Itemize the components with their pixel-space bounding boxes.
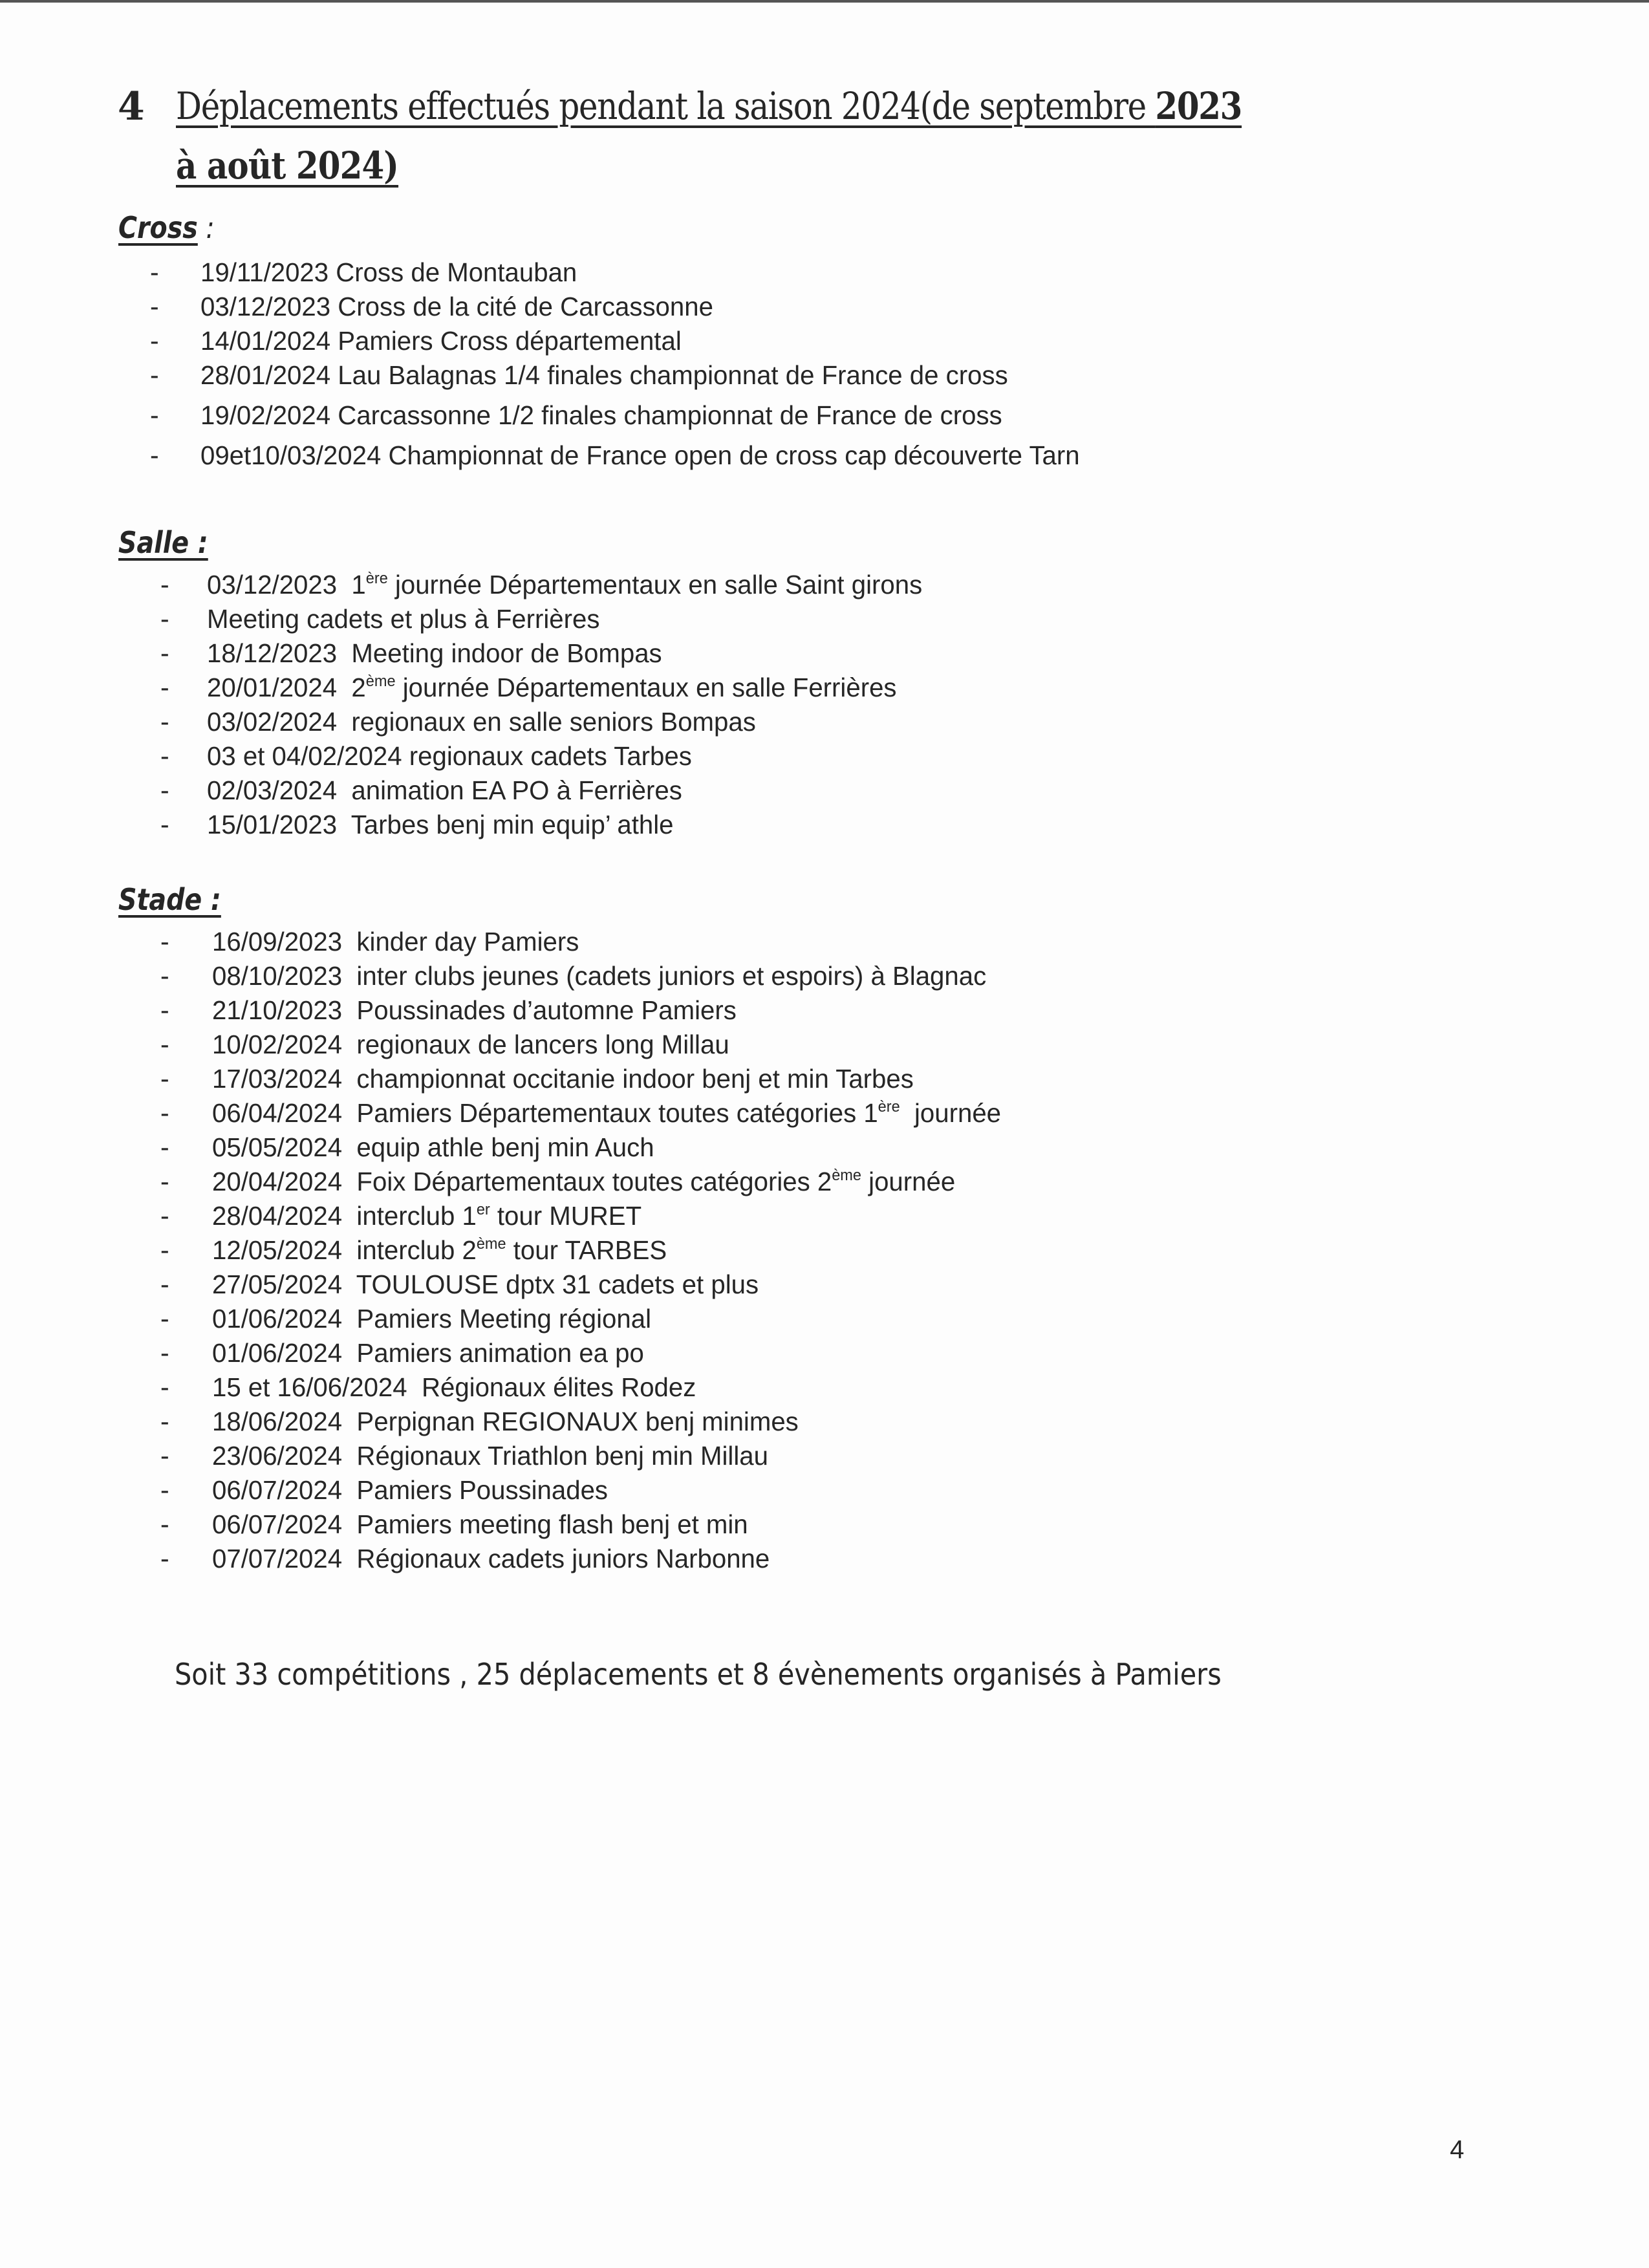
list-item-text	[207, 705, 756, 739]
list-item-text	[200, 398, 1002, 433]
item-text: journée Départementaux en salle Saint girons	[387, 570, 923, 599]
item-text: 10/02/2024 regionaux de lancers long Millau	[212, 1030, 729, 1059]
list-item-text	[212, 1096, 1001, 1130]
list-item-text	[207, 739, 692, 773]
item-text: 05/05/2024 equip athle benj min Auch	[212, 1132, 654, 1162]
bullet-dash: -	[160, 810, 169, 839]
bullet-dash: -	[160, 1030, 169, 1059]
list-item-text	[212, 1370, 696, 1405]
item-text: 19/11/2023 Cross de Montauban	[200, 257, 577, 287]
item-text: 18/12/2023 Meeting indoor de Bompas	[207, 638, 662, 668]
list-item-text	[207, 636, 662, 671]
item-text: 06/04/2024 Pamiers Départementaux toutes catégories 1	[212, 1098, 878, 1128]
scan-edge	[0, 0, 1649, 3]
item-text: tour MURET	[490, 1201, 642, 1231]
item-text: 28/01/2024 Lau Balagnas 1/4 finales championnat de France de cross	[200, 360, 1008, 390]
list-item-text	[212, 1302, 651, 1336]
list-item-text	[200, 324, 682, 358]
bullet-dash: -	[160, 1407, 169, 1436]
bullet-dash: -	[150, 257, 159, 287]
item-text: 03/02/2024 regionaux en salle seniors Bompas	[207, 707, 756, 737]
ordinal-superscript: ème	[832, 1167, 861, 1184]
list-item-text	[212, 1542, 770, 1576]
bullet-dash: -	[160, 1475, 169, 1505]
salle-heading	[118, 525, 208, 560]
bullet-dash: -	[150, 360, 159, 390]
item-text: 03 et 04/02/2024 regionaux cadets Tarbes	[207, 741, 692, 771]
bullet-dash: -	[150, 440, 159, 470]
bullet-dash: -	[160, 1235, 169, 1265]
item-text: 01/06/2024 Pamiers animation ea po	[212, 1338, 644, 1368]
item-text: 27/05/2024 TOULOUSE dptx 31 cadets et plus	[212, 1269, 759, 1299]
page-number: 4	[1450, 2135, 1465, 2164]
ordinal-superscript: ème	[365, 673, 396, 690]
item-text: 20/01/2024 2	[207, 673, 366, 702]
cross-heading-label: Cross	[118, 210, 198, 245]
cross-heading-colon: :	[197, 210, 215, 245]
list-item-text	[212, 1405, 799, 1439]
item-text: 19/02/2024 Carcassonne 1/2 finales championnat de France de cross	[200, 400, 1002, 430]
bullet-dash: -	[160, 1132, 169, 1162]
bullet-dash: -	[160, 1167, 169, 1196]
cross-heading	[118, 210, 215, 245]
item-text: 03/12/2023 1	[207, 570, 366, 599]
item-text: 16/09/2023 kinder day Pamiers	[212, 927, 579, 956]
bullet-dash: -	[160, 604, 169, 634]
bullet-dash: -	[150, 326, 159, 356]
bullet-dash: -	[160, 1269, 169, 1299]
ordinal-superscript: er	[476, 1201, 490, 1218]
ordinal-superscript: ème	[476, 1235, 506, 1253]
bullet-dash: -	[160, 961, 169, 991]
section-title-line2: à août 2024)	[176, 144, 399, 188]
item-text: Meeting cadets et plus à Ferrières	[207, 604, 600, 634]
list-item-text	[212, 1130, 654, 1165]
bullet-dash: -	[160, 995, 169, 1025]
item-text: 21/10/2023 Poussinades d’automne Pamiers	[212, 995, 737, 1025]
list-item-text	[212, 1233, 667, 1268]
item-text: journée	[861, 1167, 956, 1196]
stade-heading	[118, 882, 221, 917]
list-item-text	[212, 1062, 914, 1096]
salle-heading-label: Salle :	[118, 525, 208, 560]
bullet-dash: -	[160, 1544, 169, 1573]
bullet-dash: -	[160, 1338, 169, 1368]
list-item-text	[200, 255, 577, 290]
list-item-text	[200, 438, 1080, 473]
item-text: 23/06/2024 Régionaux Triathlon benj min Millau	[212, 1441, 768, 1471]
section-number: 4	[118, 84, 145, 129]
summary-text: Soit 33 compétitions , 25 déplacements et 8 évènements organisés à Pamiers	[175, 1657, 1222, 1692]
item-text: 09et10/03/2024 Championnat de France open de cross cap découverte Tarn	[200, 440, 1080, 470]
bullet-dash: -	[160, 570, 169, 599]
bullet-dash: -	[160, 638, 169, 668]
item-text: 15/01/2023 Tarbes benj min equip’ athle	[207, 810, 674, 839]
list-item-text	[207, 671, 897, 705]
item-text: 28/04/2024 interclub 1	[212, 1201, 477, 1231]
bullet-dash: -	[160, 1441, 169, 1471]
bullet-dash: -	[160, 673, 169, 702]
item-text: 17/03/2024 championnat occitanie indoor benj et min Tarbes	[212, 1064, 914, 1094]
list-item-text	[212, 1439, 768, 1473]
list-item-text	[212, 993, 737, 1028]
list-item-text	[212, 1336, 644, 1370]
item-text: 06/07/2024 Pamiers Poussinades	[212, 1475, 609, 1505]
item-text: 01/06/2024 Pamiers Meeting régional	[212, 1304, 652, 1334]
list-item-text	[212, 1507, 748, 1542]
list-item-text	[207, 773, 682, 808]
list-item-text	[200, 290, 713, 324]
list-item-text	[207, 568, 922, 602]
section-title-line1	[176, 84, 1242, 128]
item-text: 06/07/2024 Pamiers meeting flash benj et min	[212, 1509, 748, 1539]
ordinal-superscript: ère	[365, 570, 388, 587]
item-text: journée Départementaux en salle Ferrières	[395, 673, 897, 702]
bullet-dash: -	[160, 1064, 169, 1094]
list-item-text	[200, 358, 1008, 393]
bullet-dash: -	[150, 292, 159, 321]
item-text: journée	[900, 1098, 1002, 1128]
bullet-dash: -	[160, 1372, 169, 1402]
item-text: 14/01/2024 Pamiers Cross départemental	[200, 326, 682, 356]
stade-heading-label: Stade :	[118, 882, 221, 917]
list-item-text	[212, 1199, 641, 1233]
bullet-dash: -	[150, 400, 159, 430]
item-text: tour TARBES	[506, 1235, 667, 1265]
bullet-dash: -	[160, 1098, 169, 1128]
list-item-text	[212, 925, 579, 959]
list-item-text	[212, 1473, 608, 1507]
list-item-text	[212, 1165, 955, 1199]
bullet-dash: -	[160, 1509, 169, 1539]
bullet-dash: -	[160, 1304, 169, 1334]
section-title-text: Déplacements effectués pendant la saison 2024(de septembre	[176, 84, 1156, 128]
item-text: 08/10/2023 inter clubs jeunes (cadets juniors et espoirs) à Blagnac	[212, 961, 987, 991]
item-text: 15 et 16/06/2024 Régionaux élites Rodez	[212, 1372, 696, 1402]
list-item-text	[212, 1268, 759, 1302]
bullet-dash: -	[160, 775, 169, 805]
bullet-dash: -	[160, 707, 169, 737]
item-text: 12/05/2024 interclub 2	[212, 1235, 477, 1265]
bullet-dash: -	[160, 927, 169, 956]
item-text: 07/07/2024 Régionaux cadets juniors Narbonne	[212, 1544, 770, 1573]
ordinal-superscript: ère	[878, 1098, 900, 1116]
item-text: 02/03/2024 animation EA PO à Ferrières	[207, 775, 682, 805]
list-item-text	[212, 1028, 729, 1062]
item-text: 18/06/2024 Perpignan REGIONAUX benj minimes	[212, 1407, 799, 1436]
bullet-dash: -	[160, 1201, 169, 1231]
list-item-text	[207, 808, 674, 842]
bullet-dash: -	[160, 741, 169, 771]
section-title-year: 2023	[1155, 84, 1242, 128]
list-item-text	[212, 959, 986, 993]
item-text: 20/04/2024 Foix Départementaux toutes catégories 2	[212, 1167, 832, 1196]
item-text: 03/12/2023 Cross de la cité de Carcassonne	[200, 292, 713, 321]
list-item-text	[207, 602, 599, 636]
